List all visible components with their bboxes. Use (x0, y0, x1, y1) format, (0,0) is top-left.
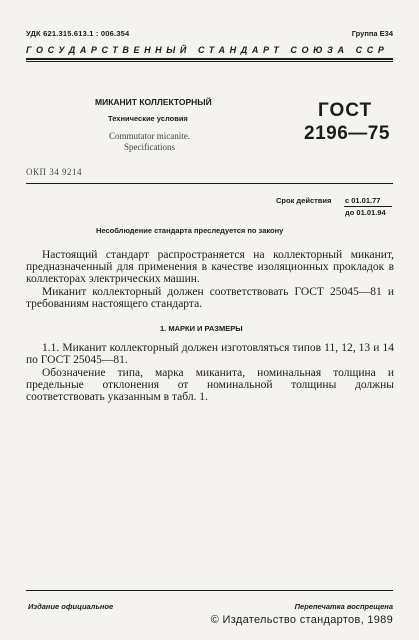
copyright-line: © Издательство стандартов, 1989 (210, 614, 393, 626)
okp-code: ОКП 34 9214 (26, 167, 83, 177)
paragraph-scope-text: Настоящий стандарт распространяется на коллекторный миканит, предназначенный для применения в качестве изоляционных прокладок в коллекторах электрических машин. (26, 249, 394, 286)
footer-divider (26, 590, 393, 591)
reprint-prohibited-note: Перепечатка воспрещена (294, 602, 393, 611)
state-standard-banner: ГОСУДАРСТВЕННЫЙ СТАНДАРТ СОЮЗА ССР (26, 45, 389, 55)
validity-from: с 01.01.77 (345, 196, 381, 205)
paragraph-1-1 (26, 342, 394, 366)
group-code: Группа Е34 (351, 29, 393, 38)
document-title-ru: МИКАНИТ КОЛЛЕКТОРНЫЙ (95, 97, 212, 107)
title-divider (26, 183, 393, 184)
gost-number: 2196—75 (304, 123, 390, 144)
paragraph-designation (26, 367, 394, 404)
official-edition-note: Издание официальное (28, 602, 114, 611)
paragraph-designation-text: Обозначение типа, марка миканита, номинальная толщина и предельные отклонения от номинальной толщины должны соответствовать указанным в табл. 1. (26, 367, 394, 404)
udk-code: УДК 621.315.613.1 : 006.354 (26, 29, 130, 38)
paragraph-scope (26, 249, 394, 286)
validity-label: Срок действия (276, 196, 332, 205)
validity-underline (344, 206, 392, 207)
law-notice: Несоблюдение стандарта преследуется по закону (96, 226, 284, 235)
paragraph-1-1-text: 1.1. Миканит коллекторный должен изготовляться типов 11, 12, 13 и 14 по ГОСТ 25045—81. (26, 342, 394, 367)
header-divider-thin (26, 61, 393, 62)
document-title-en (109, 131, 190, 153)
gost-label: ГОСТ (318, 100, 373, 121)
title-en-line1: Commutator micanite. (109, 131, 190, 141)
paragraph-compliance (26, 286, 394, 310)
validity-to: до 01.01.94 (345, 208, 386, 217)
section-heading: 1. МАРКИ И РАЗМЕРЫ (160, 324, 243, 333)
paragraph-compliance-text: Миканит коллекторный должен соответствовать ГОСТ 25045—81 и требованиям настоящего стандарта. (26, 286, 394, 311)
title-en-line2: Specifications (123, 142, 175, 152)
document-subtitle-ru: Технические условия (108, 114, 188, 123)
header-divider-thick (26, 58, 393, 60)
